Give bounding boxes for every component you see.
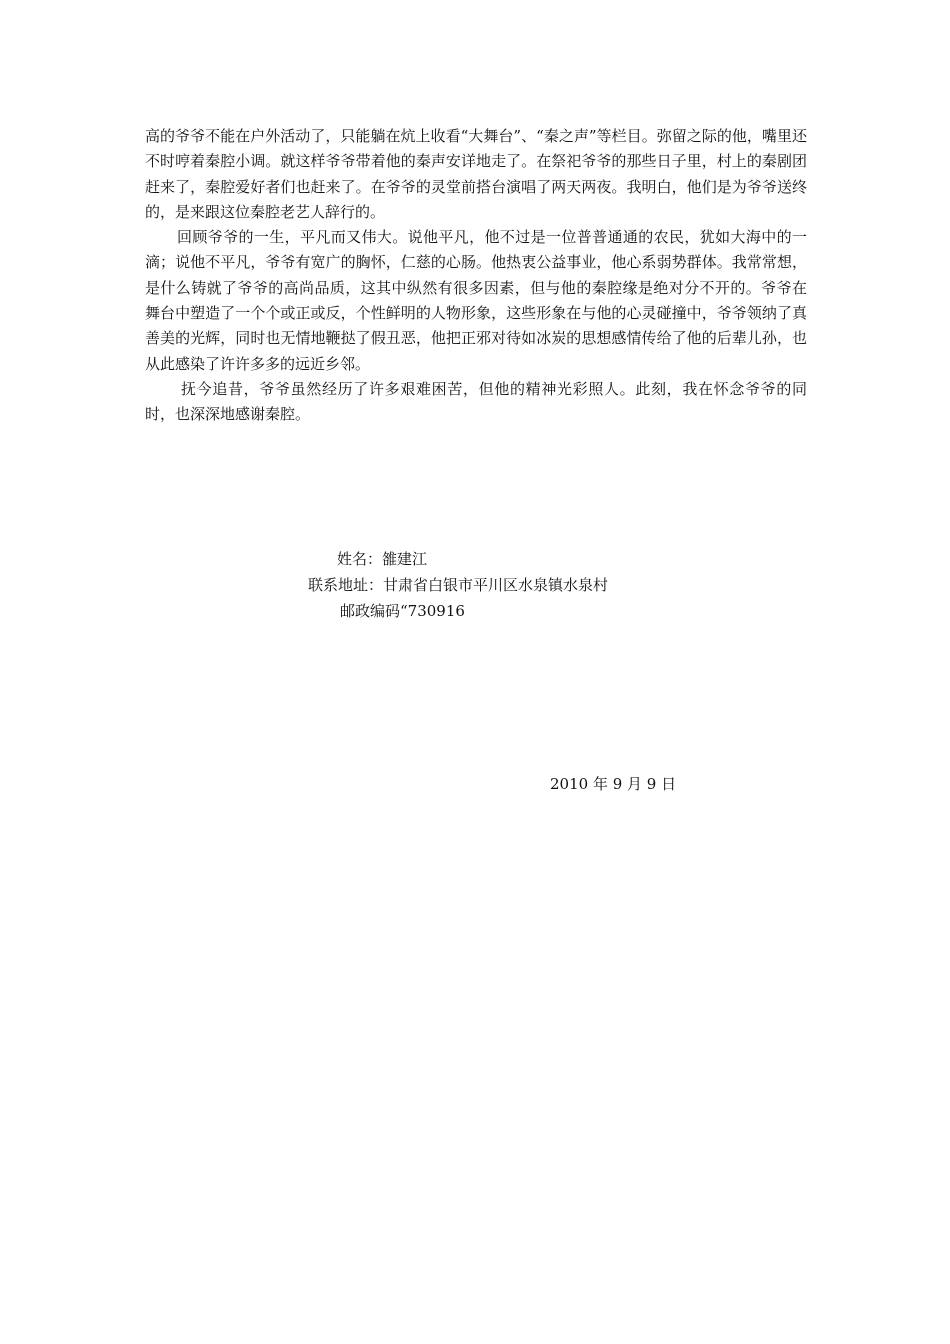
postal-code: 邮政编码“730916 [340,602,465,620]
paragraph-1: 高的爷爷不能在户外活动了，只能躺在炕上收看“大舞台”、“秦之声”等栏目。弥留之际的他，嘴里还不时哼着秦腔小调。就这样爷爷带着他的秦声安详地走了。在祭祀爷爷的那些日子里，村上的秦剧团赶来了，秦腔爱好者们也赶来了。在爷爷的灵堂前搭台演唱了两天两夜。我明白，他们是为爷爷送终的，是来跟这位秦腔老艺人辞行的。 [145,127,807,221]
document-date: 2010 年 9 月 9 日 [550,775,677,793]
paragraph-3: 抚今追昔，爷爷虽然经历了许多艰难困苦，但他的精神光彩照人。此刻，我在怀念爷爷的同时，也深深地感谢秦腔。 [145,379,807,424]
author-address: 联系地址：甘肃省白银市平川区水泉镇水泉村 [308,576,609,594]
article-body [145,124,807,428]
author-name: 姓名：雒建江 [337,550,428,568]
paragraph-2: 回顾爷爷的一生，平凡而又伟大。说他平凡，他不过是一位普普通通的农民，犹如大海中的一滴；说他不平凡，爷爷有宽广的胸怀，仁慈的心肠。他热衷公益事业，他心系弱势群体。我常常想，是什么铸就了爷爷的高尚品质，这其中纵然有很多因素，但与他的秦腔缘是绝对分不开的。爷爷在 舞台中塑造了一个个或正或反，个性鲜明的人物形象，这些形象在与他的心灵碰撞中，爷爷领纳了真善美的光辉，同时也无情地鞭挞了假丑恶，他把正邪对待如冰炭的思想感情传给了他的后辈儿孙，也从此感染了许许多多的远近乡邻。 [145,228,807,373]
